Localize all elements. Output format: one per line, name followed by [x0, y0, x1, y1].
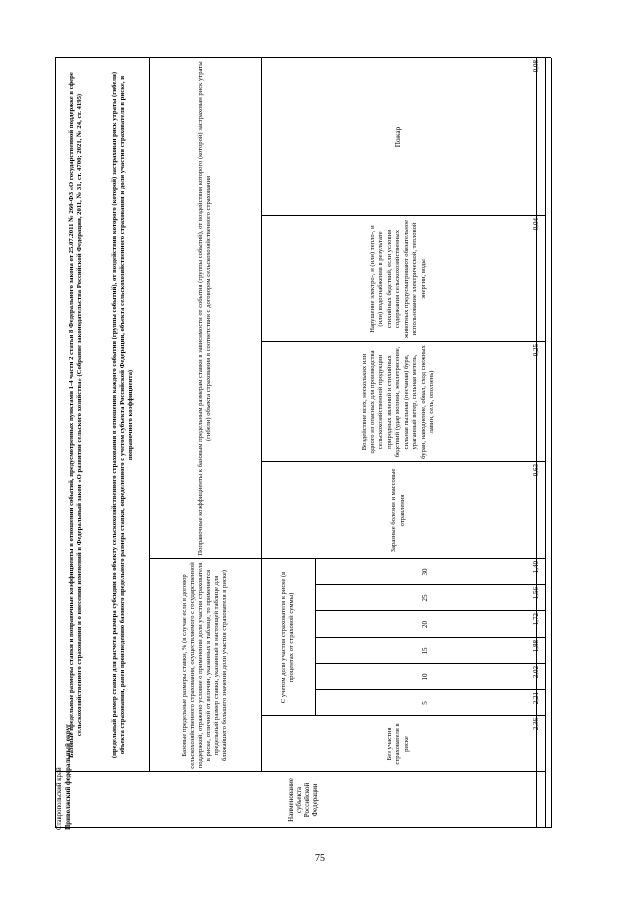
grid-line — [536, 58, 537, 828]
grid-line — [315, 689, 545, 690]
header-power-outage: Нарушение электро-, и (или) тепло-, и (или) водоснабжения в результате стихийных бедствий, если условия содержания сельскохозяйственных животных предусматривают обязательное использование электрической, тепловой энергии, воды — [369, 219, 427, 339]
grid-line — [315, 584, 545, 585]
value-cell: 0,04 — [532, 218, 540, 231]
value-cell: 1,56 — [532, 587, 540, 600]
share-10: 10 — [421, 673, 430, 681]
grid-line — [545, 58, 546, 828]
rotated-table — [55, 58, 551, 828]
region-name: Приволжский федеральный округ — [65, 723, 72, 830]
share-15: 15 — [421, 647, 430, 655]
share-30: 30 — [421, 568, 430, 576]
header-correction-coefficients: Поправочные коэффициенты к базовым предельным размерам ставки в зависимости от события (группы событий), от воздействия которого (которой) застрахован риск утраты (гибели) объекта страхования в соответствии с договором сельскохозяйственного страхования — [197, 61, 212, 556]
grid-line — [261, 58, 262, 772]
header-region-column: Наименование субъекта Российской Федерации — [286, 778, 320, 822]
page-number: 75 — [315, 853, 325, 864]
grid-line — [551, 58, 552, 828]
share-20: 20 — [421, 621, 430, 628]
grid-line — [315, 637, 545, 638]
region-name: Ставропольский край — [56, 767, 63, 830]
header-fire: Пожар — [394, 126, 403, 148]
value-cell: 0,08 — [532, 60, 540, 73]
value-cell: 0,63 — [532, 464, 540, 477]
header-main-subtitle: (предельный размер ставки для расчета размера субсидии по объекту сельскохозяйственного страхования в отношении каждого события (группы событий), от воздействия которого (которой) застрахован риск утраты (гибели) объекта страхования, равен произведению базового предельного размера ставки, определенного с учетом субъекта Российской Федерации, объекта сельскохозяйственного страхования и доли участия страхователя в риске, и поправочного коэффициента) — [111, 71, 134, 759]
grid-line — [261, 715, 545, 716]
value-cell: 2,02 — [532, 666, 540, 679]
header-natural-hazards: Воздействие всех, нескольких или одного из опасных для производства сельскохозяйственной продукции природных явлений и стихийных бедствий (удар молнии, землетрясение, сильная пыльная (песчаная) буря, ураганный ветер, сильная метель, буран, наводнение, обвал, сход снежных лавин, сель, оползень) — [360, 345, 435, 459]
header-no-share: Без участия страхователя в риске — [386, 723, 410, 765]
grid-line — [261, 215, 545, 216]
header-infectious-diseases: Заразные болезни и массовые отравления — [390, 468, 406, 553]
header-base-rates: Базовые предельные размеры ставки, % (в случае если в договор сельскохозяйственного страхования, осуществляемого с государственной поддержкой, отражено условие о применении доли участия страхователя в риске, отличной от величин, указанных в таблице, то применяется предельный размер ставки, указанный в настоящей таблице для ближайшего большего значения доли участия страхователя в риске) — [181, 562, 228, 769]
value-cell: 1,72 — [532, 613, 540, 626]
value-cell: 1,40 — [532, 561, 540, 574]
grid-line — [55, 827, 551, 828]
grid-line — [149, 558, 545, 559]
header-main-title: Базовые предельные размеры ставки и поправочные коэффициенты в отношении событий, предусмотренных пунктами 1-4 части 2 статьи 8 Федерального закона от 25.07.2011 № 260-ФЗ «О государственной поддержке в сфере сельскохозяйственного страхования и о внесении изменений в Федеральный закон «О развитии сельского хозяйства» (Собрание законодательства Российской Федерации, 2011, № 31, ст. 4700; 2021, № 24, ст. 4195) — [68, 72, 83, 758]
grid-line — [149, 58, 150, 772]
grid-line — [315, 663, 545, 664]
share-25: 25 — [421, 594, 430, 602]
region-stavropol-cell: 2,36 — [532, 718, 540, 731]
header-with-share: С учетом доли участия страхователя в риске (в процентах от страховой суммы) — [279, 571, 295, 704]
value-cell: 1,88 — [532, 640, 540, 653]
share-5: 5 — [421, 701, 430, 705]
region-label-volga — [65, 700, 72, 830]
grid-line — [55, 771, 545, 772]
grid-line — [55, 57, 551, 58]
value-cell: 2,21 — [532, 692, 540, 705]
grid-line — [261, 461, 545, 462]
grid-line — [261, 341, 545, 342]
region-label-stavropol — [56, 710, 64, 830]
grid-line — [315, 610, 545, 611]
value-cell: 0,25 — [532, 344, 540, 357]
